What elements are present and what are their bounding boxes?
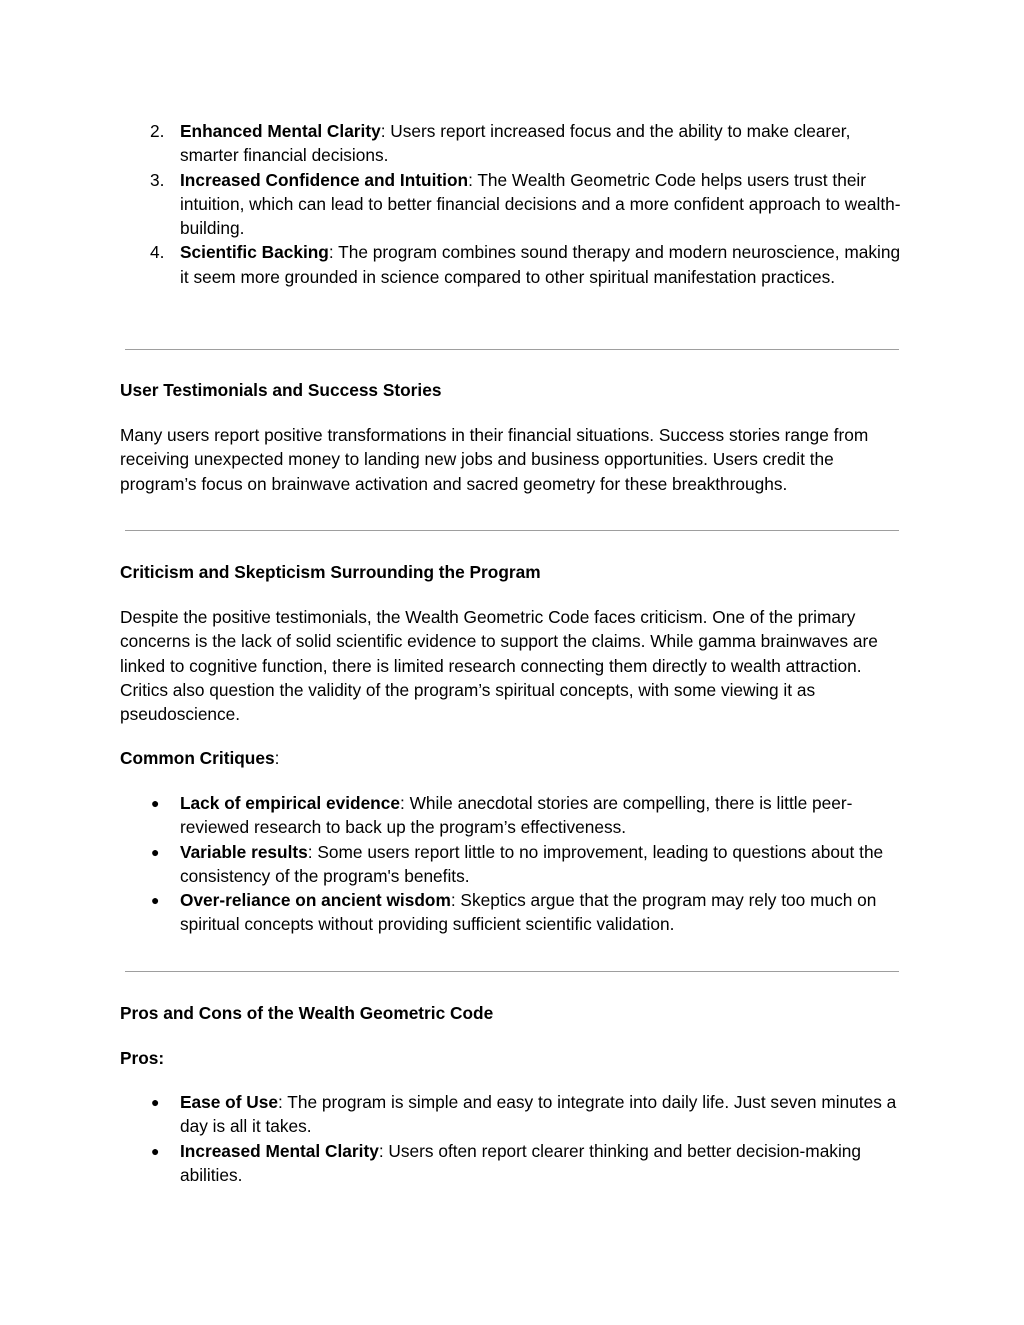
list-item-term: Ease of Use [180,1092,278,1112]
pros-list [120,1090,910,1187]
list-item-term: Scientific Backing [180,242,329,263]
list-item-term: Increased Mental Clarity [180,1140,379,1161]
common-critiques-label [120,746,910,770]
list-item [120,1139,910,1188]
list-item [120,840,910,889]
list-item-text: : While anecdotal stories are compelling, there is little peer-reviewed research to back up the program’s effectiveness. [180,793,853,838]
list-number: 3. [150,169,165,190]
list-item [120,119,910,168]
common-critiques-colon: : [274,748,280,768]
list-item-text: : Users often report clearer thinking and better decision-making abilities. [180,1140,862,1185]
list-item-term: Increased Confidence and Intuition [180,169,469,190]
list-item [120,168,910,241]
list-item-term: Variable results [180,841,308,862]
horizontal-divider [125,349,899,350]
common-critiques-term: Common Critiques [120,748,275,768]
horizontal-divider [125,530,899,531]
list-item-term: Lack of empirical evidence [180,793,400,813]
list-item [120,888,910,937]
list-number: 4. [150,242,165,263]
bullet-icon: ● [151,843,160,860]
bullet-icon: ● [151,892,160,909]
list-item [120,240,910,289]
list-item-text: : Some users report little to no improvement, leading to questions about the consistency of the program's benefits. [180,841,884,886]
criticism-paragraph: Despite the positive testimonials, the Wealth Geometric Code faces criticism. One of the primary concerns is the lack of solid scientific evidence to support the claims. While gamma brainwaves are linked to cognitive function, there is limited research connecting them directly to wealth attraction. Critics also question the validity of the program’s spiritual concepts, with some viewing it as pseudoscience. [120,607,878,725]
list-item-term: Enhanced Mental Clarity [180,121,381,141]
list-item-text: : The program combines sound therapy and modern neuroscience, making it seem more grounded in science compared to other spiritual manifestation practices. [180,242,901,287]
horizontal-divider [125,971,899,972]
bullet-icon: ● [151,795,160,811]
list-item-text: : Skeptics argue that the program may rely too much on spiritual concepts without providing sufficient scientific validation. [180,890,877,935]
list-number: 2. [150,121,165,141]
benefits-list [120,119,910,289]
list-item-text: : The Wealth Geometric Code helps users trust their intuition, which can lead to better financial decisions and a more confident approach to wealth-building. [180,169,901,239]
list-item-term: Over-reliance on ancient wisdom [180,890,451,911]
list-item [120,791,910,840]
testimonials-paragraph: Many users report positive transformations in their financial situations. Success stories range from receiving unexpected money to landing new jobs and business opportunities. Users credit the program’s focus on brainwave activation and sacred geometry for these breakthroughs. [120,425,869,494]
pros-label: Pros: [120,1048,165,1068]
section-heading-pros-cons: Pros and Cons of the Wealth Geometric Code [120,1003,494,1023]
bullet-icon: ● [151,1142,160,1159]
bullet-icon: ● [151,1094,160,1110]
list-item-text: : Users report increased focus and the ability to make clearer, smarter financial decisions. [180,121,851,166]
section-heading-testimonials: User Testimonials and Success Stories [120,380,442,400]
section-heading-criticism: Criticism and Skepticism Surrounding the Program [120,562,541,582]
list-item-text: : The program is simple and easy to integrate into daily life. Just seven minutes a day is all it takes. [180,1092,897,1137]
critiques-list [120,791,910,937]
list-item [120,1090,910,1139]
